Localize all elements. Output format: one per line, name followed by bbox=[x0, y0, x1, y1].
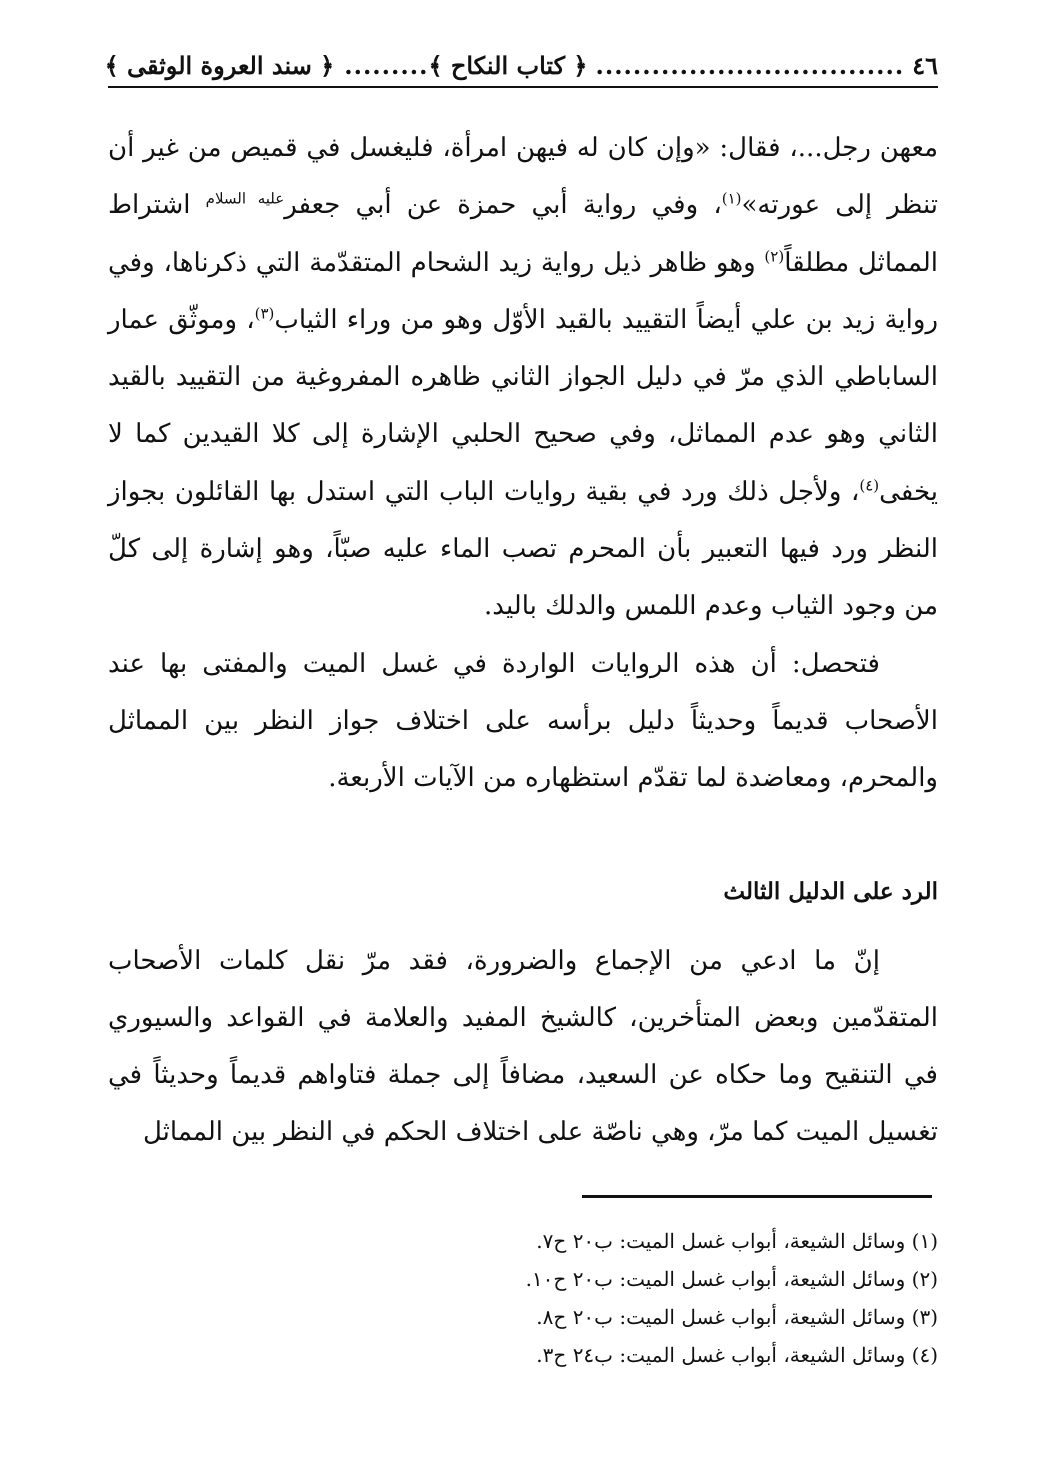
header-dots-right: ................................. bbox=[595, 50, 905, 80]
text-run: فتحصل: أن هذه الروايات الواردة في غسل الميت والمفتى بها عند الأصحاب قديماً وحديثاً دليل برأسه على اختلاف جواز النظر بين المماثل والمحرم، ومعاضدة لما تقدّم استظهاره من الآيات الأربعة. bbox=[108, 648, 938, 794]
header-dots-left: ......... bbox=[344, 50, 429, 80]
footnote-ref: عليه السلام bbox=[205, 189, 285, 208]
book-title: ﴿ سند العروة الوثقى ﴾ bbox=[104, 50, 335, 80]
chapter-title: ﴿ كتاب النكاح ﴾ bbox=[428, 50, 588, 80]
text-run: ، ولأجل ذلك ورد في بقية روايات الباب التي استدل بها القائلون بجواز النظر ورد فيها التعبير بأن المحرم تصب الماء عليه صبّاً، وهو إشارة إلى كلّ من وجود الثياب وعدم اللمس والدلك باليد. bbox=[108, 476, 938, 622]
header-right-group bbox=[428, 51, 938, 80]
footnote-ref: (٢) bbox=[764, 246, 785, 265]
footnote-ref: (١) bbox=[721, 189, 742, 208]
footnote-separator bbox=[582, 1195, 932, 1198]
section-heading: الرد على الدليل الثالث bbox=[723, 878, 938, 905]
running-header bbox=[104, 42, 938, 88]
text-run: ، وموثّق عمار الساباطي الذي مرّ في دليل الجواز الثاني ظاهره المفروغية من التقييد بالقيد الثاني وهو عدم المماثل، وفي صحيح الحلبي الإشارة إلى كلا القيدين كما لا يخفى bbox=[108, 304, 938, 507]
text-run: معهن رجل...، فقال: «وإن كان له فيهن امرأة، فليغسل في قميص من غير أن تنظر إلى عورته» bbox=[108, 133, 939, 221]
text-run: اشتراط المماثل مطلقاً bbox=[108, 190, 938, 278]
footnote-3: (٣) وسائل الشيعة، أبواب غسل الميت: ب٢٠ ح٨. bbox=[536, 1305, 938, 1329]
page-number: ٤٦ bbox=[912, 50, 938, 80]
paragraph-1 bbox=[108, 120, 938, 636]
paragraph-2 bbox=[108, 636, 938, 808]
main-text bbox=[108, 120, 938, 808]
text-run: وهو ظاهر ذيل رواية زيد الشحام المتقدّمة التي ذكرناها، وفي رواية زيد بن علي أيضاً التقييد بالقيد الأوّل وهو من وراء الثياب bbox=[108, 247, 938, 335]
header-left-group bbox=[105, 51, 429, 80]
text-run: ، وفي رواية أبي حمزة عن أبي جعفر bbox=[284, 190, 722, 221]
footnote-ref: (٤) bbox=[859, 476, 880, 495]
header-rule bbox=[108, 86, 938, 88]
footnote-1: (١) وسائل الشيعة، أبواب غسل الميت: ب٢٠ ح٧. bbox=[536, 1229, 938, 1253]
footnotes bbox=[108, 1222, 938, 1374]
section-text bbox=[108, 933, 938, 1161]
footnote-ref: (٣) bbox=[254, 304, 275, 323]
footnote-4: (٤) وسائل الشيعة، أبواب غسل الميت: ب٢٤ ح٣. bbox=[536, 1343, 938, 1367]
paragraph-3: إنّ ما ادعي من الإجماع والضرورة، فقد مرّ نقل كلمات الأصحاب المتقدّمين وبعض المتأخرين، كالشيخ المفيد والعلامة في القواعد والسيوري في التنقيح وما حكاه عن السعيد، مضافاً إلى جملة فتاواهم قديماً وحديثاً في تغسيل الميت كما مرّ، وهي ناصّة على اختلاف الحكم في النظر بين المماثل bbox=[108, 946, 938, 1147]
footnote-2: (٢) وسائل الشيعة، أبواب غسل الميت: ب٢٠ ح١٠. bbox=[525, 1267, 938, 1291]
